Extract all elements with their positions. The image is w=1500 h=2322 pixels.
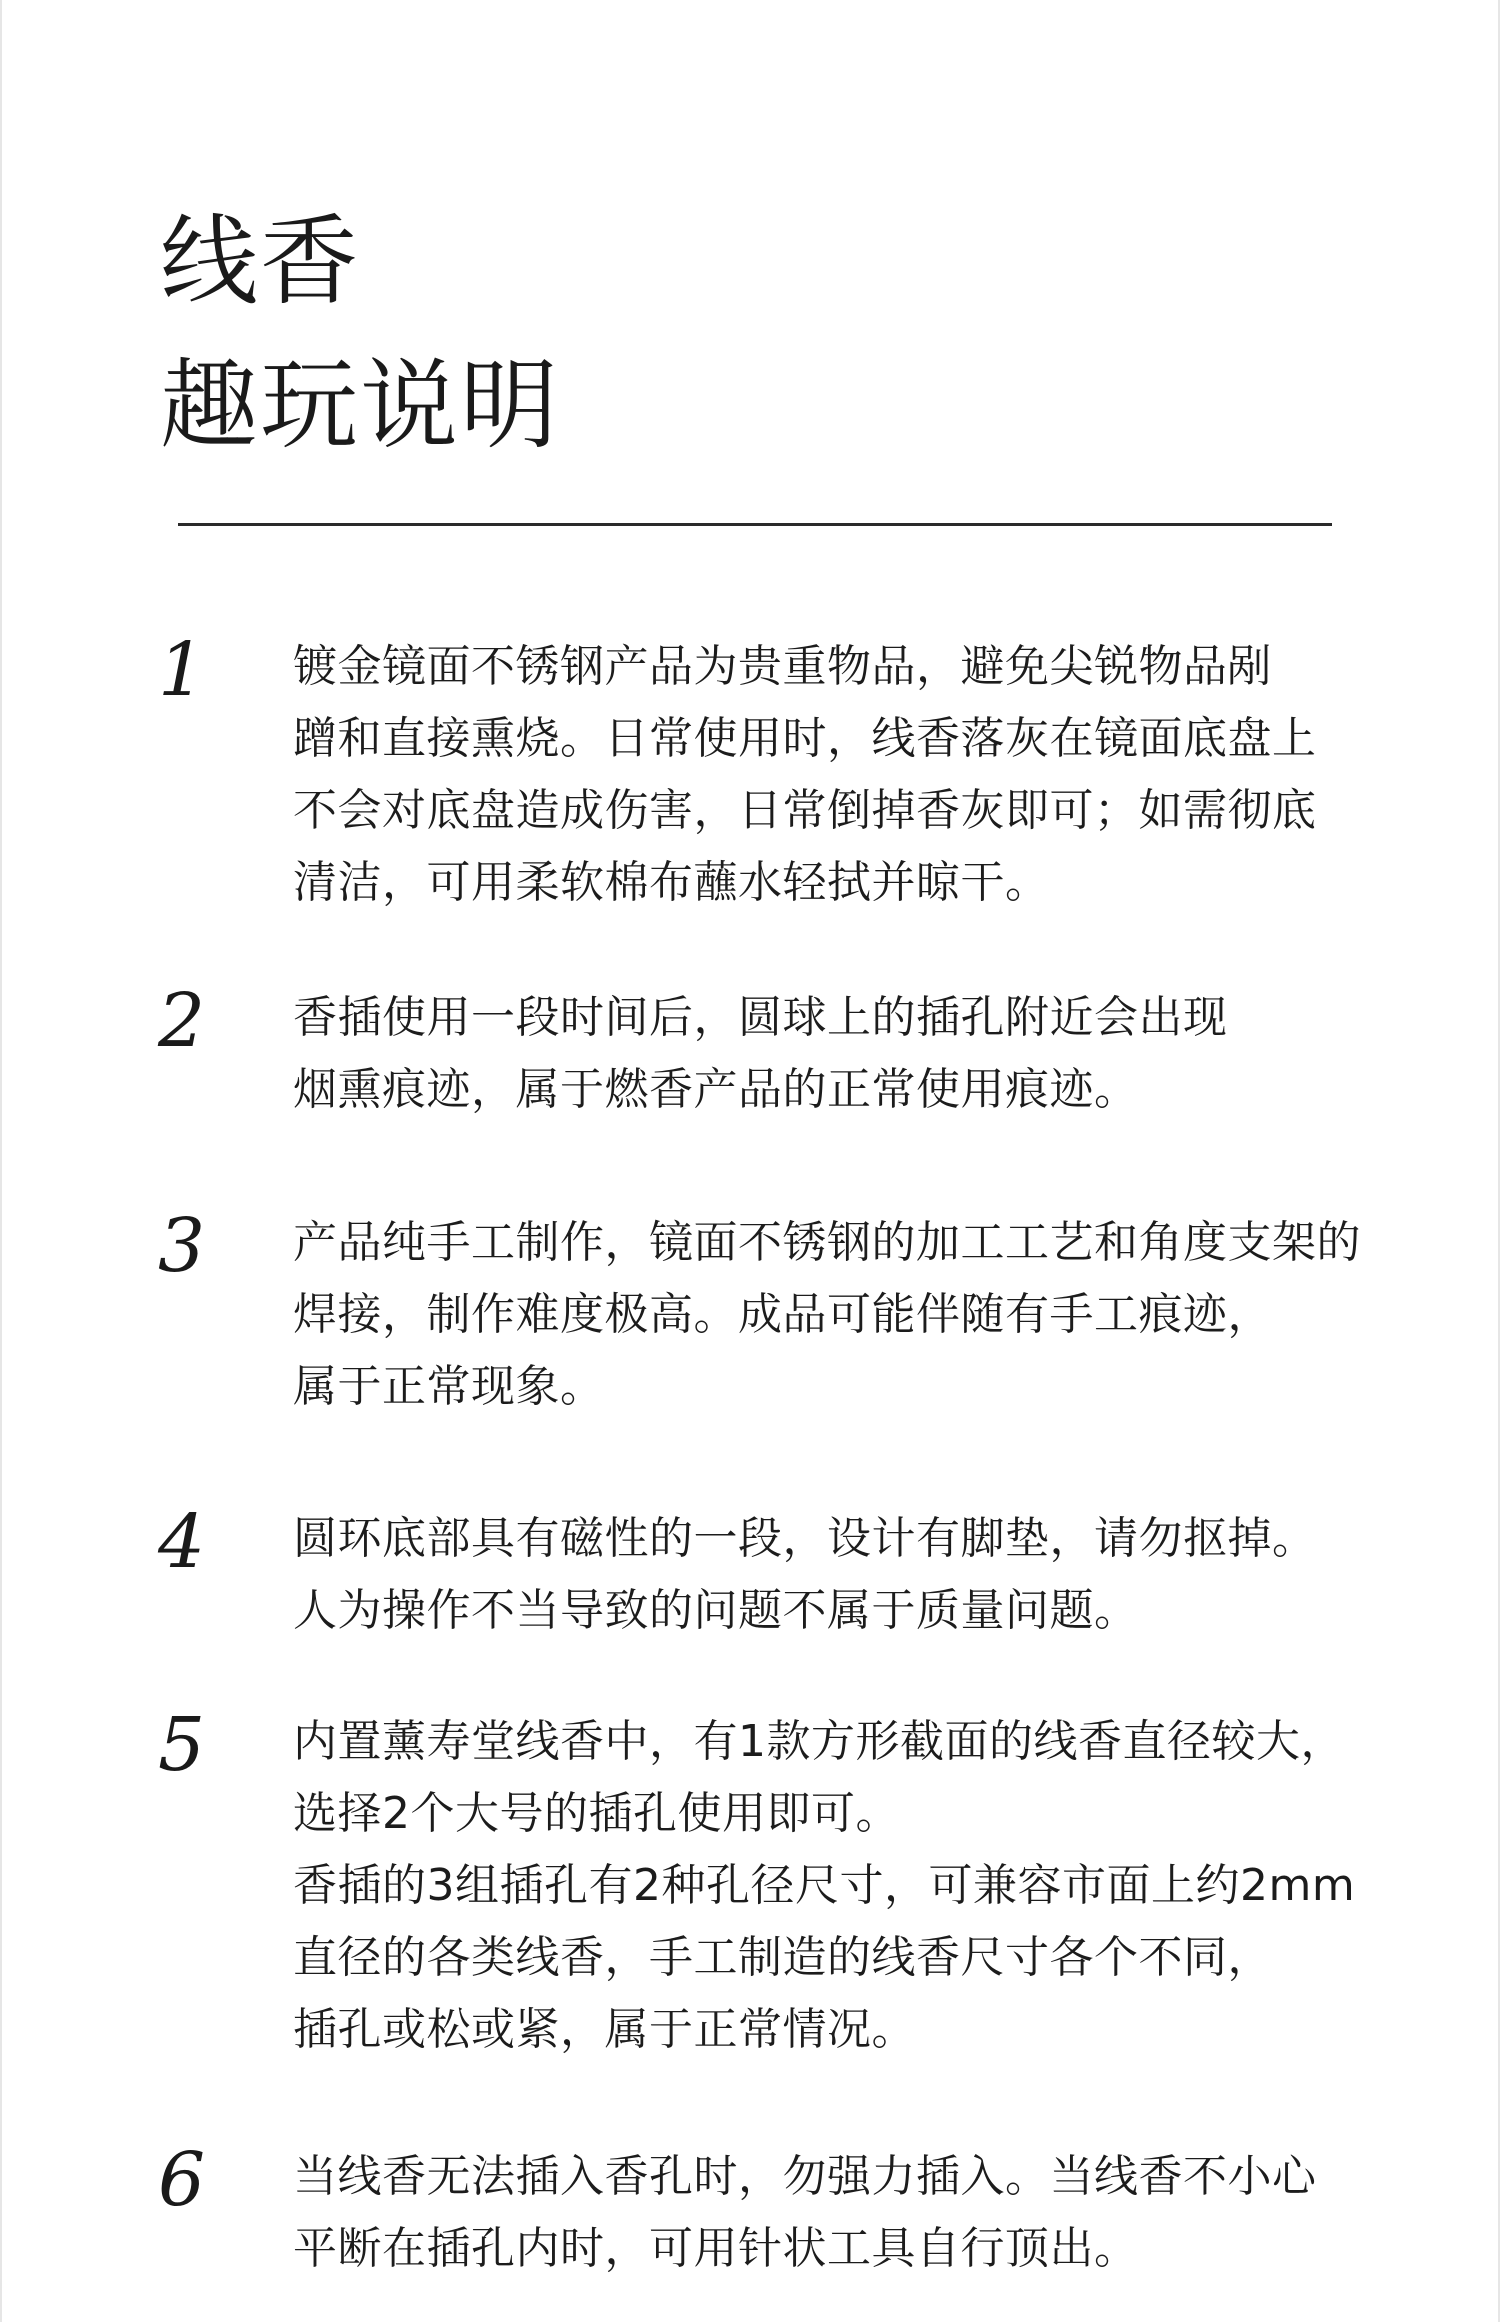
item-line: 香插的3组插孔有2种孔径尺寸，可兼容市面上约2mm (293, 1860, 1356, 1911)
item-line: 镀金镜面不锈钢产品为贵重物品，避免尖锐物品剐 (293, 641, 1272, 692)
title-line-1: 线香 (160, 205, 361, 319)
item-line: 香插使用一段时间后，圆球上的插孔附近会出现 (293, 992, 1228, 1043)
item-line: 烟熏痕迹，属于燃香产品的正常使用痕迹。 (293, 1064, 1139, 1115)
item-text (293, 631, 1353, 919)
item-line: 圆环底部具有磁性的一段，设计有脚垫，请勿抠掉。 (293, 1513, 1317, 1564)
item-line: 当线香无法插入香孔时，勿强力插入。当线香不小心 (293, 2151, 1317, 2202)
item-line: 人为操作不当导致的问题不属于质量问题。 (293, 1585, 1139, 1636)
item-line: 直径的各类线香，手工制造的线香尺寸各个不同， (293, 1932, 1272, 1983)
item-text (293, 982, 1353, 1126)
item-number: 5 (158, 1702, 206, 1788)
title-line-2: 趣玩说明 (160, 349, 561, 463)
item-text (293, 1503, 1353, 1647)
item-line: 内置薰寿堂线香中，有1款方形截面的线香直径较大， (293, 1716, 1345, 1767)
item-number: 6 (158, 2137, 206, 2223)
item-text (293, 1706, 1356, 2066)
item-line: 清洁，可用柔软棉布蘸水轻拭并晾干。 (293, 857, 1050, 908)
item-line: 插孔或松或紧，属于正常情况。 (293, 2004, 916, 2055)
item-text (293, 1207, 1361, 1423)
item-text (293, 2141, 1353, 2285)
item-line: 属于正常现象。 (293, 1361, 605, 1412)
item-number: 1 (158, 627, 206, 713)
item-line: 产品纯手工制作，镜面不锈钢的加工工艺和角度支架的 (293, 1217, 1361, 1268)
item-number: 2 (158, 978, 206, 1064)
item-line: 蹭和直接熏烧。日常使用时，线香落灰在镜面底盘上 (293, 713, 1317, 764)
item-line: 选择2个大号的插孔使用即可。 (293, 1788, 900, 1839)
item-line: 平断在插孔内时，可用针状工具自行顶出。 (293, 2223, 1139, 2274)
item-line: 不会对底盘造成伤害，日常倒掉香灰即可；如需彻底 (293, 785, 1317, 836)
item-line: 焊接，制作难度极高。成品可能伴随有手工痕迹， (293, 1289, 1272, 1340)
item-number: 4 (158, 1499, 206, 1585)
item-number: 3 (158, 1203, 206, 1289)
